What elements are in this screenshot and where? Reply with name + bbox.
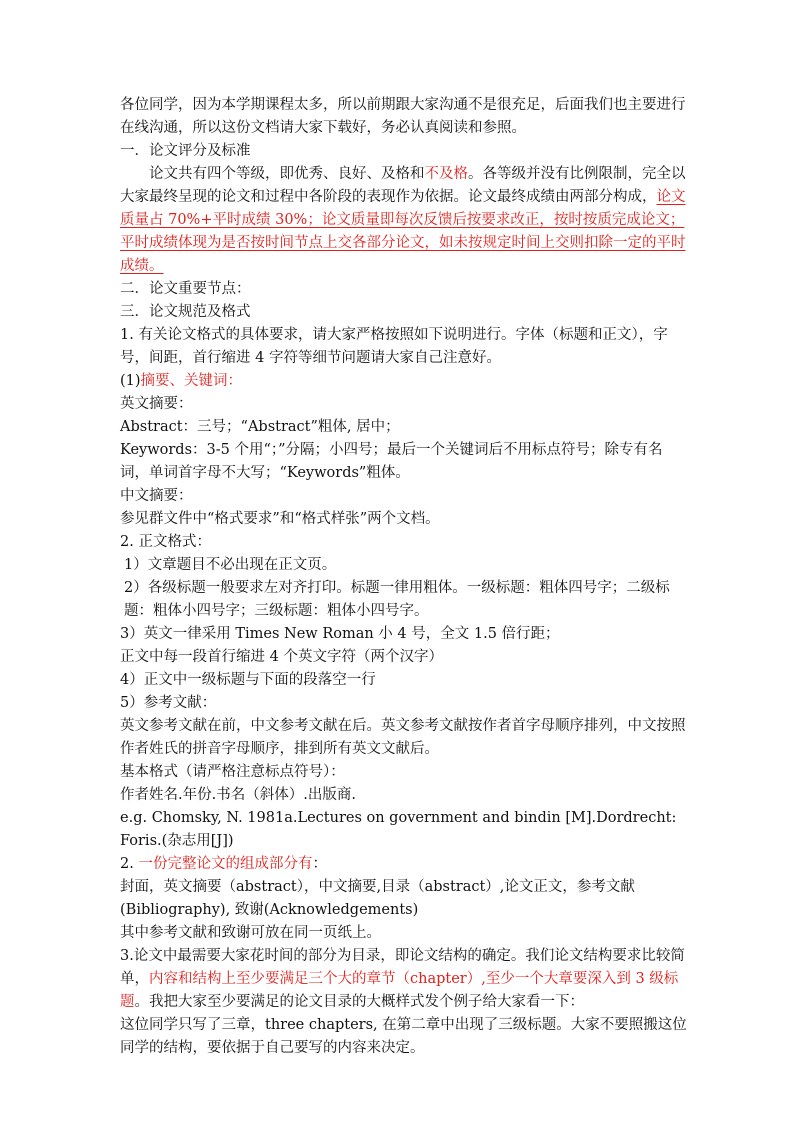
body-format-item-4: 4）正文中一级标题与下面的段落空一行 <box>120 672 376 688</box>
grading-text-b: 。各等级并没有比例限制，完全以大家最终呈现的论文和过程中各阶段的表现作为依据。论文最终成绩由两部分构成， <box>120 166 686 205</box>
section-3-heading: 三．论文规范及格式 <box>120 304 251 320</box>
intro-paragraph: 各位同学，因为本学期课程太多，所以前期跟大家沟通不是很充足，后面我们也主要进行在线沟通，所以这份文档请大家下载好，务必认真阅读和参照。 <box>120 97 686 136</box>
body-format-item-3b: 正文中每一段首行缩进 4 个英文字符（两个汉字） <box>120 649 443 665</box>
grading-text-a: 论文共有四个等级，即优秀、良好、及格和 <box>149 166 425 182</box>
section-1-heading: 一．论文评分及标准 <box>120 143 251 159</box>
reference-pattern: 作者姓名.年份.书名（斜体）.出版商. <box>120 787 356 803</box>
thesis-parts-heading <box>120 853 690 876</box>
body-format-item-2: 2）各级标题一般要求左对齐打印。标题一律用粗体。一级标题：粗体四号字；二级标题：粗体小四号字；三级标题：粗体小四号字。 <box>124 580 670 619</box>
body-format-item-1: 1）文章题目不必出现在正文页。 <box>124 557 337 573</box>
chinese-abstract-body: 参见群文件中“格式要求”和“格式样张”两个文档。 <box>120 511 440 527</box>
reference-example: e.g. Chomsky, N. 1981a.Lectures on government and bindin [M].Dordrecht: Foris.(杂志用[J]) <box>120 810 677 849</box>
section-2-heading: 二．论文重要节点： <box>120 281 251 297</box>
format-intro-paragraph: 1. 有关论文格式的具体要求，请大家严格按照如下说明进行。字体（标题和正文），字号，间距，首行缩进 4 字符等细节问题请大家自己注意好。 <box>120 327 668 366</box>
thesis-parts-list: 封面，英文摘要（abstract），中文摘要,目录（abstract）,论文正文，参考文献(Bibliography), 致谢(Acknowledgements) <box>120 879 635 918</box>
structure-text-a: 3.论文中最需要大家花时间的部分为目录，即论文结构的确定。我们论文结构要求比较简单， <box>120 948 685 987</box>
structure-requirement-highlight: 内容和结构上至少要满足三个大的章节（chapter）,至少一个大章要深入到 3 级标题 <box>120 971 679 1010</box>
thesis-parts-number: 2. <box>120 856 139 872</box>
basic-format-heading: 基本格式（请严格注意标点符号）： <box>120 764 345 780</box>
abstract-keyword-number: (1) <box>120 373 141 389</box>
body-format-item-3: 3）英文一律采用 Times New Roman 小 4 号，全文 1.5 倍行距； <box>120 626 560 642</box>
thesis-parts-colon: ： <box>312 856 327 872</box>
structure-text-b: 。我把大家至少要满足的论文目录的大概样式发个例子给大家看一下： <box>134 994 584 1010</box>
body-format-heading: 2. 正文格式： <box>120 534 211 550</box>
example-note-paragraph: 这位同学只写了三章，three chapters, 在第二章中出现了三级标题。大家不要照搬这位同学的结构，要依据于自己要写的内容来决定。 <box>120 1017 687 1056</box>
document-page <box>120 94 690 1060</box>
grading-composition-highlight: 论文质量占 70%+平时成绩 30%；论文质量即每次反馈后按要求改正，按时按质完成论文；平时成绩体现为是否按时间节点上交各部分论文，如未按规定时间上交则扣除一定的平时成绩。 <box>120 189 686 274</box>
structure-paragraph <box>120 945 690 1014</box>
thesis-parts-note: 其中参考文献和致谢可放在同一页纸上。 <box>120 925 381 941</box>
references-order-paragraph: 英文参考文献在前，中文参考文献在后。英文参考文献按作者首字母顺序排列，中文按照作者姓氏的拼音字母顺序，排到所有英文文献后。 <box>120 718 686 757</box>
abstract-keyword-title: 摘要、关键词： <box>140 373 243 389</box>
chinese-abstract-heading: 中文摘要： <box>120 488 193 504</box>
grading-paragraph <box>120 163 690 278</box>
abstract-format-line: Abstract：三号；“Abstract”粗体, 居中； <box>120 419 400 435</box>
abstract-keyword-heading <box>120 370 690 393</box>
body-format-item-5: 5）参考文献： <box>120 695 217 711</box>
grading-fail-highlight: 不及格 <box>424 166 468 182</box>
english-abstract-heading: 英文摘要： <box>120 396 193 412</box>
thesis-parts-title: 一份完整论文的组成部分有 <box>138 856 313 872</box>
keywords-format-line: Keywords：3-5 个用“；”分隔；小四号；最后一个关键词后不用标点符号；除专有名词，单词首字母不大写；“Keywords”粗体。 <box>120 442 663 481</box>
